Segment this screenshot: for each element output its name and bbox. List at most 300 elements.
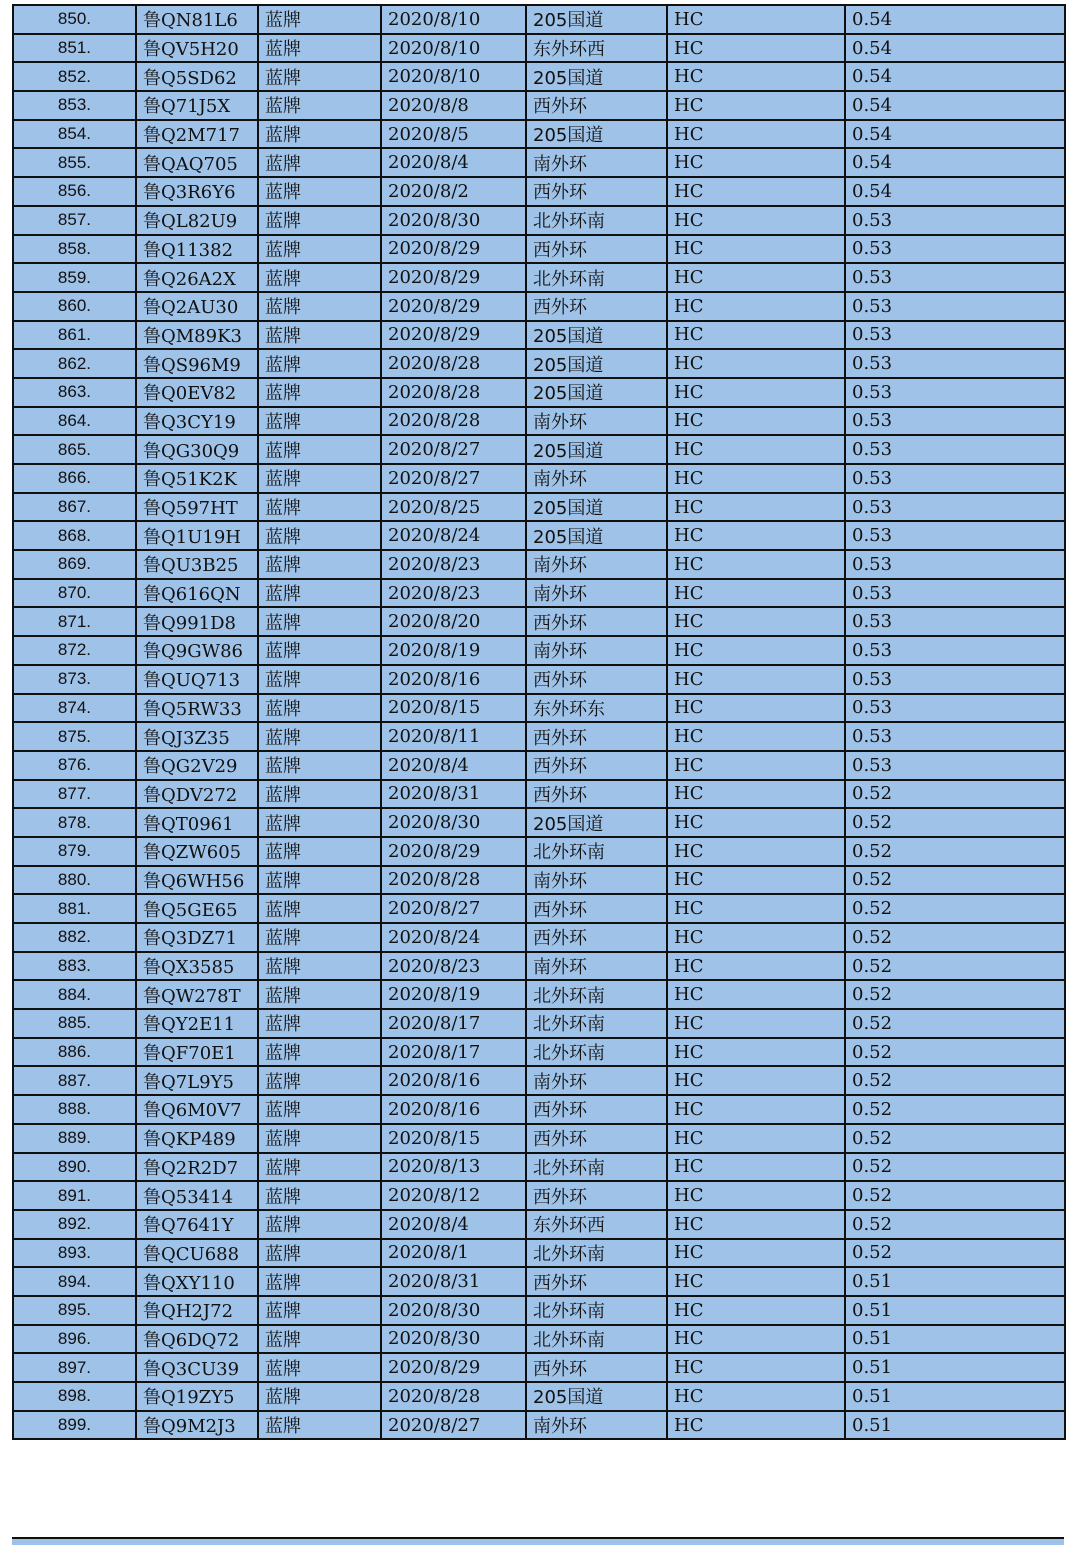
table-row <box>13 636 1065 665</box>
table-row <box>13 579 1065 608</box>
measured-value-cell: 0.53 <box>845 206 1065 235</box>
row-number-cell: 890. <box>13 1153 136 1182</box>
row-number-cell: 871. <box>13 607 136 636</box>
measured-value-cell: 0.53 <box>845 321 1065 350</box>
detection-date-cell: 2020/8/4 <box>381 751 526 780</box>
pollutant-type-cell: HC <box>667 1296 845 1325</box>
measured-value-cell: 0.52 <box>845 837 1065 866</box>
plate-color-cell: 蓝牌 <box>258 780 381 809</box>
row-number-cell: 866. <box>13 464 136 493</box>
plate-color-cell: 蓝牌 <box>258 435 381 464</box>
row-number-cell: 884. <box>13 980 136 1009</box>
table-row <box>13 1353 1065 1382</box>
detection-date-cell: 2020/8/27 <box>381 464 526 493</box>
pollutant-type-cell: HC <box>667 91 845 120</box>
measured-value-cell: 0.53 <box>845 292 1065 321</box>
table-row <box>13 521 1065 550</box>
detection-date-cell: 2020/8/29 <box>381 321 526 350</box>
row-number-cell: 851. <box>13 34 136 63</box>
plate-color-cell: 蓝牌 <box>258 980 381 1009</box>
plate-color-cell: 蓝牌 <box>258 1181 381 1210</box>
plate-number-cell: 鲁Q991D8 <box>136 607 258 636</box>
pollutant-type-cell: HC <box>667 1239 845 1268</box>
measured-value-cell: 0.53 <box>845 694 1065 723</box>
detection-date-cell: 2020/8/28 <box>381 407 526 436</box>
table-row <box>13 349 1065 378</box>
measured-value-cell: 0.54 <box>845 91 1065 120</box>
table-row <box>13 722 1065 751</box>
plate-color-cell: 蓝牌 <box>258 91 381 120</box>
location-cell: 南外环 <box>526 866 667 895</box>
pollutant-type-cell: HC <box>667 263 845 292</box>
row-number-cell: 887. <box>13 1066 136 1095</box>
measured-value-cell: 0.52 <box>845 1038 1065 1067</box>
detection-date-cell: 2020/8/27 <box>381 435 526 464</box>
plate-color-cell: 蓝牌 <box>258 1411 381 1440</box>
table-row <box>13 493 1065 522</box>
row-number-cell: 883. <box>13 952 136 981</box>
plate-number-cell: 鲁Q2AU30 <box>136 292 258 321</box>
location-cell: 南外环 <box>526 148 667 177</box>
location-cell: 205国道 <box>526 493 667 522</box>
measured-value-cell: 0.53 <box>845 464 1065 493</box>
table-row <box>13 1210 1065 1239</box>
row-number-cell: 861. <box>13 321 136 350</box>
row-number-cell: 876. <box>13 751 136 780</box>
plate-number-cell: 鲁Q3R6Y6 <box>136 177 258 206</box>
location-cell: 北外环南 <box>526 1153 667 1182</box>
table-row <box>13 1153 1065 1182</box>
location-cell: 西外环 <box>526 722 667 751</box>
plate-number-cell: 鲁Q19ZY5 <box>136 1382 258 1411</box>
measured-value-cell: 0.52 <box>845 894 1065 923</box>
table-row <box>13 1124 1065 1153</box>
detection-date-cell: 2020/8/15 <box>381 694 526 723</box>
location-cell: 西外环 <box>526 1124 667 1153</box>
pollutant-type-cell: HC <box>667 34 845 63</box>
row-number-cell: 886. <box>13 1038 136 1067</box>
pollutant-type-cell: HC <box>667 607 845 636</box>
location-cell: 205国道 <box>526 5 667 34</box>
pollutant-type-cell: HC <box>667 1325 845 1354</box>
table-row <box>13 1382 1065 1411</box>
location-cell: 南外环 <box>526 636 667 665</box>
plate-number-cell: 鲁QS96M9 <box>136 349 258 378</box>
table-row <box>13 923 1065 952</box>
plate-number-cell: 鲁QY2E11 <box>136 1009 258 1038</box>
measured-value-cell: 0.53 <box>845 607 1065 636</box>
detection-date-cell: 2020/8/8 <box>381 91 526 120</box>
measured-value-cell: 0.53 <box>845 263 1065 292</box>
detection-date-cell: 2020/8/4 <box>381 1210 526 1239</box>
row-number-cell: 897. <box>13 1353 136 1382</box>
detection-date-cell: 2020/8/28 <box>381 378 526 407</box>
detection-date-cell: 2020/8/29 <box>381 292 526 321</box>
table-row <box>13 894 1065 923</box>
measured-value-cell: 0.52 <box>845 1210 1065 1239</box>
row-number-cell: 875. <box>13 722 136 751</box>
detection-date-cell: 2020/8/23 <box>381 579 526 608</box>
plate-number-cell: 鲁Q53414 <box>136 1181 258 1210</box>
pollutant-type-cell: HC <box>667 349 845 378</box>
table-row <box>13 120 1065 149</box>
pollutant-type-cell: HC <box>667 808 845 837</box>
plate-color-cell: 蓝牌 <box>258 292 381 321</box>
row-number-cell: 870. <box>13 579 136 608</box>
plate-number-cell: 鲁Q5SD62 <box>136 62 258 91</box>
location-cell: 南外环 <box>526 550 667 579</box>
pollutant-type-cell: HC <box>667 1095 845 1124</box>
measured-value-cell: 0.51 <box>845 1382 1065 1411</box>
pollutant-type-cell: HC <box>667 980 845 1009</box>
plate-number-cell: 鲁Q5RW33 <box>136 694 258 723</box>
plate-number-cell: 鲁Q51K2K <box>136 464 258 493</box>
plate-color-cell: 蓝牌 <box>258 1153 381 1182</box>
measured-value-cell: 0.52 <box>845 1066 1065 1095</box>
location-cell: 西外环 <box>526 1267 667 1296</box>
plate-number-cell: 鲁Q11382 <box>136 235 258 264</box>
detection-date-cell: 2020/8/13 <box>381 1153 526 1182</box>
plate-number-cell: 鲁Q1U19H <box>136 521 258 550</box>
measured-value-cell: 0.53 <box>845 579 1065 608</box>
row-number-cell: 877. <box>13 780 136 809</box>
plate-number-cell: 鲁QL82U9 <box>136 206 258 235</box>
plate-color-cell: 蓝牌 <box>258 148 381 177</box>
table-row <box>13 837 1065 866</box>
plate-number-cell: 鲁QDV272 <box>136 780 258 809</box>
plate-number-cell: 鲁Q7L9Y5 <box>136 1066 258 1095</box>
detection-date-cell: 2020/8/2 <box>381 177 526 206</box>
plate-color-cell: 蓝牌 <box>258 1066 381 1095</box>
detection-date-cell: 2020/8/30 <box>381 1325 526 1354</box>
pollutant-type-cell: HC <box>667 177 845 206</box>
row-number-cell: 892. <box>13 1210 136 1239</box>
row-number-cell: 893. <box>13 1239 136 1268</box>
measured-value-cell: 0.52 <box>845 1153 1065 1182</box>
detection-date-cell: 2020/8/31 <box>381 780 526 809</box>
row-number-cell: 885. <box>13 1009 136 1038</box>
row-number-cell: 863. <box>13 378 136 407</box>
plate-color-cell: 蓝牌 <box>258 349 381 378</box>
location-cell: 北外环南 <box>526 1038 667 1067</box>
table-row <box>13 1239 1065 1268</box>
location-cell: 东外环西 <box>526 1210 667 1239</box>
location-cell: 南外环 <box>526 1066 667 1095</box>
table-row <box>13 62 1065 91</box>
row-number-cell: 882. <box>13 923 136 952</box>
plate-number-cell: 鲁QN81L6 <box>136 5 258 34</box>
row-number-cell: 896. <box>13 1325 136 1354</box>
row-number-cell: 868. <box>13 521 136 550</box>
location-cell: 205国道 <box>526 378 667 407</box>
measured-value-cell: 0.53 <box>845 349 1065 378</box>
plate-number-cell: 鲁QKP489 <box>136 1124 258 1153</box>
table-row <box>13 1325 1065 1354</box>
table-row <box>13 550 1065 579</box>
plate-color-cell: 蓝牌 <box>258 550 381 579</box>
row-number-cell: 862. <box>13 349 136 378</box>
pollutant-type-cell: HC <box>667 493 845 522</box>
measured-value-cell: 0.54 <box>845 120 1065 149</box>
pollutant-type-cell: HC <box>667 550 845 579</box>
detection-date-cell: 2020/8/1 <box>381 1239 526 1268</box>
detection-date-cell: 2020/8/15 <box>381 1124 526 1153</box>
detection-date-cell: 2020/8/11 <box>381 722 526 751</box>
plate-number-cell: 鲁Q6M0V7 <box>136 1095 258 1124</box>
next-row-partial <box>12 1537 1064 1545</box>
measured-value-cell: 0.52 <box>845 866 1065 895</box>
location-cell: 西外环 <box>526 923 667 952</box>
measured-value-cell: 0.52 <box>845 780 1065 809</box>
location-cell: 西外环 <box>526 780 667 809</box>
row-number-cell: 867. <box>13 493 136 522</box>
measured-value-cell: 0.53 <box>845 550 1065 579</box>
measured-value-cell: 0.54 <box>845 62 1065 91</box>
plate-color-cell: 蓝牌 <box>258 493 381 522</box>
plate-color-cell: 蓝牌 <box>258 694 381 723</box>
plate-color-cell: 蓝牌 <box>258 837 381 866</box>
detection-date-cell: 2020/8/20 <box>381 607 526 636</box>
plate-color-cell: 蓝牌 <box>258 1382 381 1411</box>
table-row <box>13 751 1065 780</box>
plate-color-cell: 蓝牌 <box>258 722 381 751</box>
plate-color-cell: 蓝牌 <box>258 808 381 837</box>
row-number-cell: 889. <box>13 1124 136 1153</box>
detection-date-cell: 2020/8/30 <box>381 1296 526 1325</box>
detection-date-cell: 2020/8/19 <box>381 980 526 1009</box>
pollutant-type-cell: HC <box>667 894 845 923</box>
plate-color-cell: 蓝牌 <box>258 378 381 407</box>
row-number-cell: 880. <box>13 866 136 895</box>
detection-date-cell: 2020/8/23 <box>381 952 526 981</box>
pollutant-type-cell: HC <box>667 378 845 407</box>
table-row <box>13 1009 1065 1038</box>
measured-value-cell: 0.52 <box>845 980 1065 1009</box>
pollutant-type-cell: HC <box>667 206 845 235</box>
plate-number-cell: 鲁Q0EV82 <box>136 378 258 407</box>
table-body <box>13 5 1065 1439</box>
pollutant-type-cell: HC <box>667 1124 845 1153</box>
plate-color-cell: 蓝牌 <box>258 1038 381 1067</box>
row-number-cell: 857. <box>13 206 136 235</box>
table-row <box>13 1267 1065 1296</box>
location-cell: 北外环南 <box>526 1296 667 1325</box>
measured-value-cell: 0.52 <box>845 808 1065 837</box>
row-number-cell: 894. <box>13 1267 136 1296</box>
pollutant-type-cell: HC <box>667 5 845 34</box>
measured-value-cell: 0.53 <box>845 521 1065 550</box>
measured-value-cell: 0.54 <box>845 177 1065 206</box>
plate-number-cell: 鲁QJ3Z35 <box>136 722 258 751</box>
location-cell: 北外环南 <box>526 1239 667 1268</box>
plate-color-cell: 蓝牌 <box>258 636 381 665</box>
plate-number-cell: 鲁QG2V29 <box>136 751 258 780</box>
plate-number-cell: 鲁Q616QN <box>136 579 258 608</box>
pollutant-type-cell: HC <box>667 120 845 149</box>
detection-date-cell: 2020/8/28 <box>381 349 526 378</box>
measured-value-cell: 0.54 <box>845 148 1065 177</box>
plate-color-cell: 蓝牌 <box>258 1095 381 1124</box>
pollutant-type-cell: HC <box>667 321 845 350</box>
location-cell: 北外环南 <box>526 1009 667 1038</box>
measured-value-cell: 0.51 <box>845 1411 1065 1440</box>
plate-color-cell: 蓝牌 <box>258 751 381 780</box>
location-cell: 西外环 <box>526 665 667 694</box>
location-cell: 205国道 <box>526 808 667 837</box>
row-number-cell: 872. <box>13 636 136 665</box>
detection-date-cell: 2020/8/4 <box>381 148 526 177</box>
plate-color-cell: 蓝牌 <box>258 1353 381 1382</box>
measured-value-cell: 0.52 <box>845 923 1065 952</box>
measured-value-cell: 0.53 <box>845 407 1065 436</box>
pollutant-type-cell: HC <box>667 636 845 665</box>
table-row <box>13 407 1065 436</box>
pollutant-type-cell: HC <box>667 521 845 550</box>
measured-value-cell: 0.52 <box>845 1124 1065 1153</box>
plate-number-cell: 鲁Q2M717 <box>136 120 258 149</box>
location-cell: 西外环 <box>526 177 667 206</box>
detection-date-cell: 2020/8/19 <box>381 636 526 665</box>
location-cell: 北外环南 <box>526 206 667 235</box>
measured-value-cell: 0.54 <box>845 5 1065 34</box>
location-cell: 西外环 <box>526 894 667 923</box>
pollutant-type-cell: HC <box>667 1382 845 1411</box>
measured-value-cell: 0.52 <box>845 952 1065 981</box>
plate-number-cell: 鲁QF70E1 <box>136 1038 258 1067</box>
table-row <box>13 1095 1065 1124</box>
table-row <box>13 177 1065 206</box>
detection-date-cell: 2020/8/10 <box>381 62 526 91</box>
measured-value-cell: 0.52 <box>845 1095 1065 1124</box>
detection-date-cell: 2020/8/28 <box>381 866 526 895</box>
row-number-cell: 878. <box>13 808 136 837</box>
detection-date-cell: 2020/8/10 <box>381 34 526 63</box>
location-cell: 西外环 <box>526 235 667 264</box>
row-number-cell: 891. <box>13 1181 136 1210</box>
plate-color-cell: 蓝牌 <box>258 1239 381 1268</box>
row-number-cell: 881. <box>13 894 136 923</box>
detection-date-cell: 2020/8/28 <box>381 1382 526 1411</box>
location-cell: 南外环 <box>526 407 667 436</box>
location-cell: 西外环 <box>526 1353 667 1382</box>
measured-value-cell: 0.51 <box>845 1353 1065 1382</box>
detection-date-cell: 2020/8/24 <box>381 521 526 550</box>
location-cell: 205国道 <box>526 321 667 350</box>
measured-value-cell: 0.51 <box>845 1296 1065 1325</box>
row-number-cell: 895. <box>13 1296 136 1325</box>
pollutant-type-cell: HC <box>667 1066 845 1095</box>
location-cell: 205国道 <box>526 349 667 378</box>
table-row <box>13 665 1065 694</box>
row-number-cell: 869. <box>13 550 136 579</box>
plate-number-cell: 鲁Q597HT <box>136 493 258 522</box>
detection-date-cell: 2020/8/27 <box>381 894 526 923</box>
table-row <box>13 780 1065 809</box>
location-cell: 205国道 <box>526 62 667 91</box>
row-number-cell: 860. <box>13 292 136 321</box>
plate-number-cell: 鲁Q3CY19 <box>136 407 258 436</box>
location-cell: 西外环 <box>526 1095 667 1124</box>
pollutant-type-cell: HC <box>667 1267 845 1296</box>
detection-date-cell: 2020/8/29 <box>381 263 526 292</box>
plate-color-cell: 蓝牌 <box>258 5 381 34</box>
table-row <box>13 292 1065 321</box>
measured-value-cell: 0.52 <box>845 1239 1065 1268</box>
table-row <box>13 206 1065 235</box>
table-row <box>13 263 1065 292</box>
plate-number-cell: 鲁QZW605 <box>136 837 258 866</box>
pollutant-type-cell: HC <box>667 923 845 952</box>
location-cell: 南外环 <box>526 1411 667 1440</box>
table-row <box>13 1066 1065 1095</box>
measured-value-cell: 0.53 <box>845 435 1065 464</box>
pollutant-type-cell: HC <box>667 780 845 809</box>
location-cell: 西外环 <box>526 91 667 120</box>
location-cell: 东外环西 <box>526 34 667 63</box>
detection-date-cell: 2020/8/29 <box>381 235 526 264</box>
row-number-cell: 899. <box>13 1411 136 1440</box>
pollutant-type-cell: HC <box>667 1353 845 1382</box>
plate-number-cell: 鲁Q6WH56 <box>136 866 258 895</box>
location-cell: 西外环 <box>526 751 667 780</box>
location-cell: 南外环 <box>526 952 667 981</box>
plate-color-cell: 蓝牌 <box>258 1210 381 1239</box>
pollutant-type-cell: HC <box>667 579 845 608</box>
plate-color-cell: 蓝牌 <box>258 1267 381 1296</box>
plate-number-cell: 鲁Q6DQ72 <box>136 1325 258 1354</box>
row-number-cell: 879. <box>13 837 136 866</box>
location-cell: 南外环 <box>526 579 667 608</box>
table-row <box>13 435 1065 464</box>
plate-color-cell: 蓝牌 <box>258 952 381 981</box>
location-cell: 东外环东 <box>526 694 667 723</box>
measured-value-cell: 0.52 <box>845 1181 1065 1210</box>
plate-color-cell: 蓝牌 <box>258 1296 381 1325</box>
pollutant-type-cell: HC <box>667 62 845 91</box>
location-cell: 西外环 <box>526 1181 667 1210</box>
plate-color-cell: 蓝牌 <box>258 665 381 694</box>
plate-number-cell: 鲁Q3DZ71 <box>136 923 258 952</box>
detection-date-cell: 2020/8/16 <box>381 1066 526 1095</box>
plate-number-cell: 鲁QAQ705 <box>136 148 258 177</box>
pollutant-type-cell: HC <box>667 952 845 981</box>
plate-color-cell: 蓝牌 <box>258 235 381 264</box>
detection-date-cell: 2020/8/29 <box>381 1353 526 1382</box>
measured-value-cell: 0.53 <box>845 235 1065 264</box>
pollutant-type-cell: HC <box>667 407 845 436</box>
detection-date-cell: 2020/8/10 <box>381 5 526 34</box>
measured-value-cell: 0.54 <box>845 34 1065 63</box>
pollutant-type-cell: HC <box>667 435 845 464</box>
table-row <box>13 607 1065 636</box>
detection-date-cell: 2020/8/24 <box>381 923 526 952</box>
plate-color-cell: 蓝牌 <box>258 464 381 493</box>
row-number-cell: 865. <box>13 435 136 464</box>
measured-value-cell: 0.53 <box>845 378 1065 407</box>
plate-number-cell: 鲁QV5H20 <box>136 34 258 63</box>
pollutant-type-cell: HC <box>667 1210 845 1239</box>
row-number-cell: 856. <box>13 177 136 206</box>
vehicle-emission-table <box>12 4 1066 1440</box>
plate-color-cell: 蓝牌 <box>258 894 381 923</box>
location-cell: 205国道 <box>526 521 667 550</box>
plate-number-cell: 鲁QU3B25 <box>136 550 258 579</box>
plate-number-cell: 鲁Q71J5X <box>136 91 258 120</box>
detection-date-cell: 2020/8/27 <box>381 1411 526 1440</box>
row-number-cell: 852. <box>13 62 136 91</box>
location-cell: 北外环南 <box>526 837 667 866</box>
pollutant-type-cell: HC <box>667 866 845 895</box>
